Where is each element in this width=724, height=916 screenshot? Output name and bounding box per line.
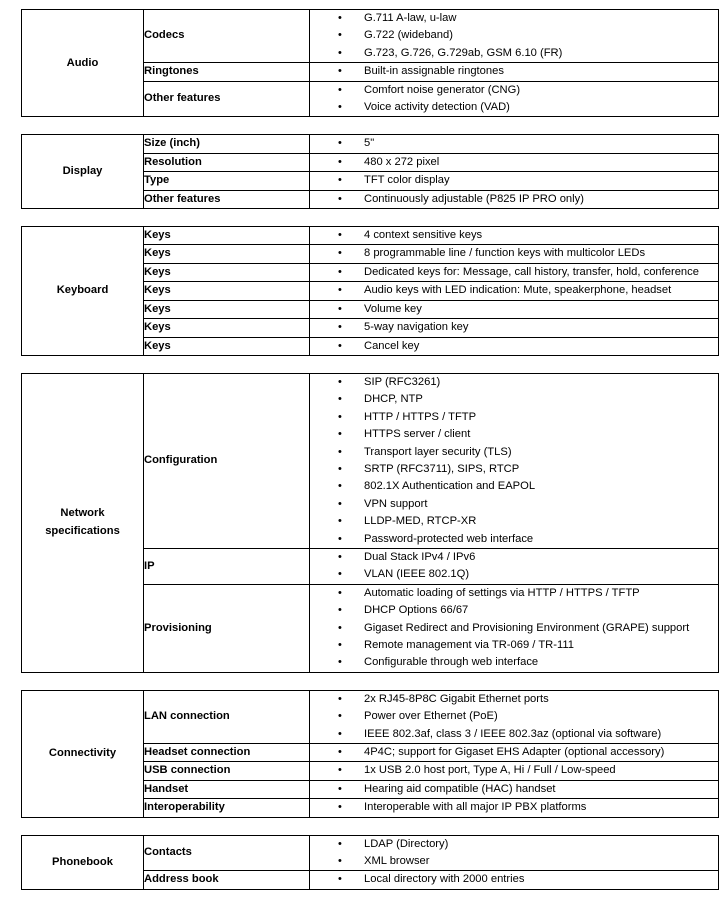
feature-label: Other features — [144, 81, 310, 117]
list-item: • G.722 (wideband) — [310, 27, 718, 44]
list-item: • Remote management via TR-069 / TR-111 — [310, 637, 718, 654]
bullet-list — [310, 762, 718, 779]
section-category: Keyboard — [22, 227, 144, 356]
spec-table-keyboard — [21, 226, 719, 356]
feature-label: Keys — [144, 282, 310, 300]
bullet-list — [310, 319, 718, 336]
list-item: • SIP (RFC3261) — [310, 374, 718, 391]
list-item: • Transport layer security (TLS) — [310, 444, 718, 461]
table-row — [22, 135, 719, 153]
table-row — [22, 227, 719, 245]
list-item: • TFT color display — [310, 172, 718, 189]
bullet-list — [310, 154, 718, 171]
bullet-list — [310, 374, 718, 548]
list-item: • Password-protected web interface — [310, 531, 718, 548]
feature-values — [310, 245, 719, 263]
feature-values — [310, 172, 719, 190]
feature-values — [310, 690, 719, 743]
list-item: • DHCP Options 66/67 — [310, 602, 718, 619]
feature-label: Keys — [144, 263, 310, 281]
table-row — [22, 10, 719, 63]
feature-label: Headset connection — [144, 744, 310, 762]
list-item: • Gigaset Redirect and Provisioning Environment (GRAPE) support — [310, 620, 718, 637]
list-item: • Automatic loading of settings via HTTP / HTTPS / TFTP — [310, 585, 718, 602]
feature-values — [310, 373, 719, 548]
feature-values — [310, 584, 719, 672]
list-item: • Continuously adjustable (P825 IP PRO only) — [310, 191, 718, 208]
section-category: Connectivity — [22, 690, 144, 817]
bullet-list — [310, 585, 718, 672]
list-item: • 5" — [310, 135, 718, 152]
bullet-list — [310, 691, 718, 743]
section-category: Network specifications — [22, 373, 144, 672]
bullet-list — [310, 172, 718, 189]
feature-label: LAN connection — [144, 690, 310, 743]
list-item: • 5-way navigation key — [310, 319, 718, 336]
feature-label: Ringtones — [144, 63, 310, 81]
feature-values — [310, 63, 719, 81]
section-category: Audio — [22, 10, 144, 117]
list-item: • Local directory with 2000 entries — [310, 871, 718, 888]
feature-values — [310, 835, 719, 871]
spec-table-audio — [21, 9, 719, 117]
feature-label: Interoperability — [144, 799, 310, 817]
list-item: • G.711 A-law, u-law — [310, 10, 718, 27]
feature-values — [310, 744, 719, 762]
bullet-list — [310, 227, 718, 244]
list-item: • 8 programmable line / function keys with multicolor LEDs — [310, 245, 718, 262]
bullet-list — [310, 781, 718, 798]
feature-values — [310, 319, 719, 337]
feature-values — [310, 799, 719, 817]
list-item: • Cancel key — [310, 338, 718, 355]
feature-label: Keys — [144, 245, 310, 263]
list-item: • Audio keys with LED indication: Mute, speakerphone, headset — [310, 282, 718, 299]
feature-values — [310, 780, 719, 798]
feature-label: Handset — [144, 780, 310, 798]
list-item: • Configurable through web interface — [310, 654, 718, 671]
feature-values — [310, 227, 719, 245]
table-row — [22, 373, 719, 548]
feature-label: Contacts — [144, 835, 310, 871]
list-item: • Comfort noise generator (CNG) — [310, 82, 718, 99]
feature-values — [310, 81, 719, 117]
bullet-list — [310, 282, 718, 299]
list-item: • 4P4C; support for Gigaset EHS Adapter (optional accessory) — [310, 744, 718, 761]
feature-label: Codecs — [144, 10, 310, 63]
feature-values — [310, 337, 719, 355]
list-item: • 802.1X Authentication and EAPOL — [310, 478, 718, 495]
list-item: • VLAN (IEEE 802.1Q) — [310, 566, 718, 583]
feature-label: Configuration — [144, 373, 310, 548]
list-item: • DHCP, NTP — [310, 391, 718, 408]
list-item: • G.723, G.726, G.729ab, GSM 6.10 (FR) — [310, 45, 718, 62]
spec-table-connectivity — [21, 690, 719, 818]
list-item: • IEEE 802.3af, class 3 / IEEE 802.3az (optional via software) — [310, 726, 718, 743]
list-item: • LLDP-MED, RTCP-XR — [310, 513, 718, 530]
bullet-list — [310, 871, 718, 888]
list-item: • 4 context sensitive keys — [310, 227, 718, 244]
feature-label: USB connection — [144, 762, 310, 780]
bullet-list — [310, 264, 718, 281]
list-item: • 480 x 272 pixel — [310, 154, 718, 171]
bullet-list — [310, 245, 718, 262]
spec-table-phonebook — [21, 835, 719, 890]
list-item: • Power over Ethernet (PoE) — [310, 708, 718, 725]
bullet-list — [310, 63, 718, 80]
feature-label: IP — [144, 548, 310, 584]
feature-label: Other features — [144, 190, 310, 208]
feature-label: Type — [144, 172, 310, 190]
bullet-list — [310, 82, 718, 117]
bullet-list — [310, 744, 718, 761]
list-item: • HTTP / HTTPS / TFTP — [310, 409, 718, 426]
feature-values — [310, 762, 719, 780]
bullet-list — [310, 191, 718, 208]
feature-label: Keys — [144, 319, 310, 337]
list-item: • 2x RJ45-8P8C Gigabit Ethernet ports — [310, 691, 718, 708]
feature-values — [310, 135, 719, 153]
table-row — [22, 835, 719, 871]
spec-table-network-specifications — [21, 373, 719, 673]
feature-values — [310, 548, 719, 584]
bullet-list — [310, 10, 718, 62]
table-row — [22, 690, 719, 743]
section-category: Display — [22, 135, 144, 209]
bullet-list — [310, 836, 718, 871]
list-item: • Voice activity detection (VAD) — [310, 99, 718, 116]
feature-label: Provisioning — [144, 584, 310, 672]
list-item: • Dedicated keys for: Message, call history, transfer, hold, conference — [310, 264, 718, 281]
feature-values — [310, 282, 719, 300]
feature-label: Keys — [144, 227, 310, 245]
list-item: • Dual Stack IPv4 / IPv6 — [310, 549, 718, 566]
spec-document — [21, 9, 719, 907]
feature-label: Keys — [144, 337, 310, 355]
feature-values — [310, 300, 719, 318]
feature-values — [310, 10, 719, 63]
bullet-list — [310, 338, 718, 355]
feature-values — [310, 190, 719, 208]
bullet-list — [310, 549, 718, 584]
section-category: Phonebook — [22, 835, 144, 889]
list-item: • 1x USB 2.0 host port, Type A, Hi / Full / Low-speed — [310, 762, 718, 779]
bullet-list — [310, 135, 718, 152]
list-item: • Hearing aid compatible (HAC) handset — [310, 781, 718, 798]
feature-label: Size (inch) — [144, 135, 310, 153]
feature-values — [310, 871, 719, 889]
feature-values — [310, 263, 719, 281]
feature-label: Address book — [144, 871, 310, 889]
list-item: • LDAP (Directory) — [310, 836, 718, 853]
bullet-list — [310, 799, 718, 816]
bullet-list — [310, 301, 718, 318]
spec-table-display — [21, 134, 719, 209]
list-item: • Interoperable with all major IP PBX platforms — [310, 799, 718, 816]
list-item: • XML browser — [310, 853, 718, 870]
list-item: • SRTP (RFC3711), SIPS, RTCP — [310, 461, 718, 478]
list-item: • VPN support — [310, 496, 718, 513]
feature-values — [310, 153, 719, 171]
list-item: • Volume key — [310, 301, 718, 318]
feature-label: Keys — [144, 300, 310, 318]
feature-label: Resolution — [144, 153, 310, 171]
list-item: • Built-in assignable ringtones — [310, 63, 718, 80]
list-item: • HTTPS server / client — [310, 426, 718, 443]
